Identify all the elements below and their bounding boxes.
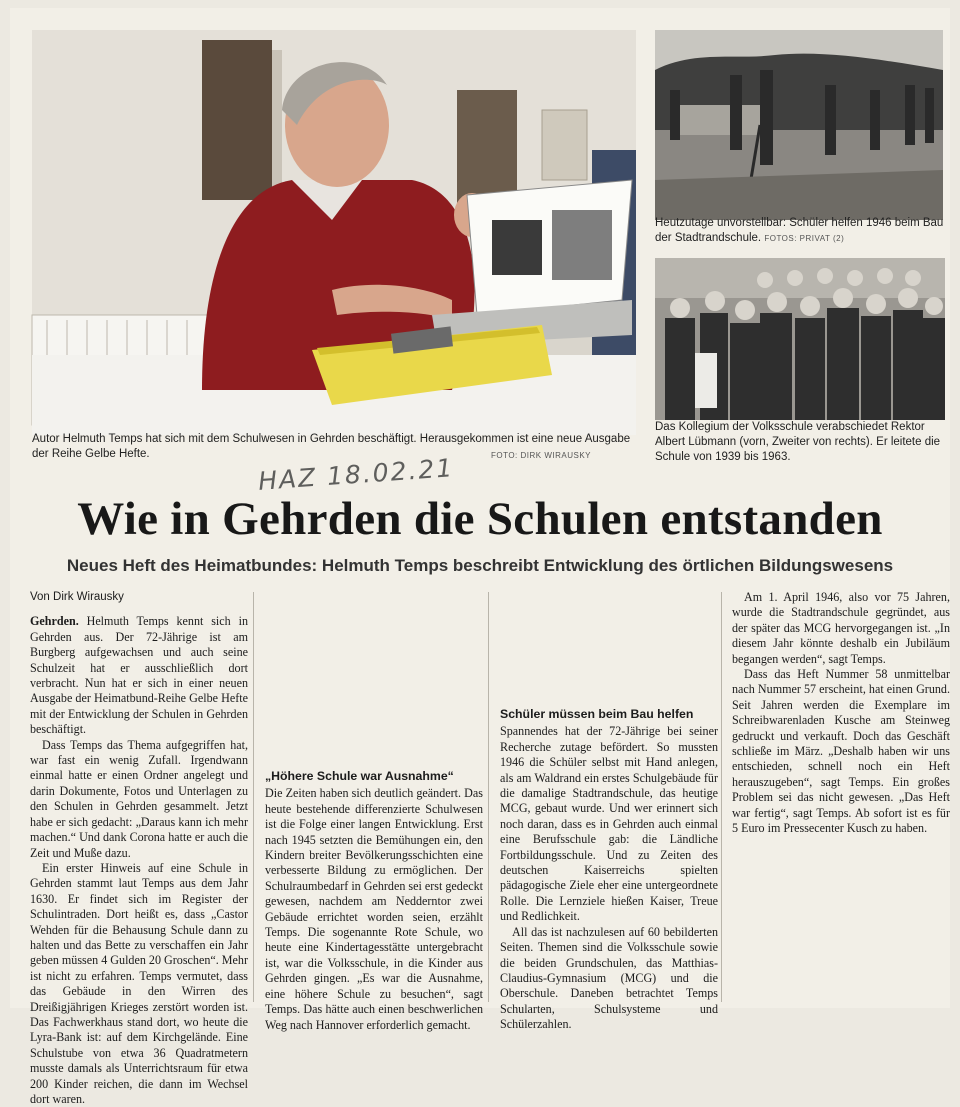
- paragraph-1-text: Helmuth Temps kennt sich in Gehrden aus. Der 72-Jährige ist am Burgberg aufgewachsen und auch seine Schulzeit hat er ausschließlich dort verbracht. Nun hat er sich in einer neuen Ausgabe der Heimatbund-Reihe Gelbe Hefte mit der Entwicklung der Schulen in Gehrden beschäftigt.: [30, 614, 248, 737]
- column-divider: [721, 592, 722, 1002]
- column-divider: [488, 592, 489, 1002]
- subheading-students-build: Schüler müssen beim Bau helfen: [500, 707, 694, 721]
- photo-credit-private: FOTOS: PRIVAT (2): [764, 234, 845, 243]
- paragraph-6: All das ist nachzulesen auf 60 bebilderten Seiten. Themen sind die Volksschule sowie die beiden Grundschulen, das Matthias-Claudius-Gymnasium (MCG) und die Oberschule. Daneben betrachtet Temps Schularten, Schulsysteme und Schülerzahlen.: [500, 924, 718, 1032]
- paragraph-7: Am 1. April 1946, also vor 75 Jahren, wurde die Stadtrandschule gegründet, aus der später das MCG hervorgegangen ist. „In diesem Jahr könnte deshalb ein Jubiläum begangen werden“, sagt Temps.: [732, 590, 950, 666]
- handwritten-date-note: HAZ 18.02.21: [257, 453, 456, 496]
- caption-main-photo: [32, 432, 637, 462]
- photo-school-staff: [655, 258, 945, 420]
- paragraph-4: Die Zeiten haben sich deutlich geändert. Das heute bestehende differenzierte Schulwesen ist die Folge einer langen Entwicklung. Erst nach 1945 setzten die Bemühungen ein, den Kindern breiter Bevölkerungsschichten eine verbesserte Bildung zu ermöglichen. Der Schulraumbedarf in Gehrden sei erst gedeckt gewesen, nachdem am Nedderntor zwei Gebäude errichtet worden seien, erzählt Temps. Die sogenannte Rote Schule, wo heute eine Kindertagesstätte untergebracht ist, war die Volksschule, in die Kinder aus Gehrden gingen. „Es war die Ausnahme, eine höhere Schule zu besuchen“, sagt Temps. Das hätte auch einen beschwerlichen Weg nach Hannover erforderlich gemacht.: [265, 786, 483, 1032]
- photo-credit-main: FOTO: DIRK WIRAUSKY: [490, 451, 591, 460]
- paragraph-1: [30, 614, 248, 737]
- article-subheadline: Neues Heft des Heimatbundes: Helmuth Temps beschreibt Entwicklung des örtlichen Bildungswesens: [66, 556, 894, 575]
- dateline: Gehrden.: [30, 614, 79, 629]
- article-headline: Wie in Gehrden die Schulen entstanden: [77, 493, 883, 545]
- caption-main-text: Autor Helmuth Temps hat sich mit dem Schulwesen in Gehrden beschäftigt. Herausgekommen ist eine neue Ausgabe der Reihe Gelbe Hefte.: [32, 433, 631, 460]
- paragraph-3-continued: [265, 590, 483, 760]
- byline: Von Dirk Wirausky: [30, 591, 124, 603]
- subheading-higher-school: „Höhere Schule war Ausnahme“: [265, 769, 454, 783]
- article-column-4: [732, 590, 950, 1000]
- photo-author-reading: [32, 30, 636, 435]
- paragraph-5: Spannendes hat der 72-Jährige bei seiner Recherche zutage befördert. So mussten 1946 die Schüler selbst mit Hand anlegen, als am Waldrand ein erstes Schulgebäude für die damalige Stadtrandschule, das heutige MCG, gebaut wurde. Und wer erinnert sich noch daran, dass es in Gehrden auch einmal eine Berufsschule gab: die Ländliche Fortbildungsschule. Und zu Zeiten des deutschen Kaiserreichs spielten pädagogische Ziele eher eine untergeordnete Rolle. Die Lernziele hießen Kaiser, Treue und Redlichkeit.: [500, 724, 718, 924]
- paragraph-8: Dass das Heft Nummer 58 unmittelbar nach Nummer 57 erscheint, hat einen Grund. Seit Jahren werden die Exemplare im Schreibwarenladen Kusche am Steinweg gedruckt und verkauft. Doch das Geschäft schließe im März. „Deshalb haben wir uns entschieden, schnell noch ein Heft herauszugeben“, sagt Temps. Ein großes Problem sei das nicht gewesen. „Das Heft war fertig“, sagt Temps. Ab sofort ist es für 5 Euro im Pressecenter Kusch zu haben.: [732, 667, 950, 836]
- caption-build-photo: [655, 216, 947, 246]
- photo-students-building-1946: [655, 30, 943, 220]
- article-column-1: [30, 590, 248, 1106]
- article-column-2: [265, 590, 483, 1032]
- caption-staff-photo: [655, 420, 947, 465]
- caption-build-text: Heutzutage unvorstellbar: Schüler helfen 1946 beim Bau der Stadtrandschule.: [655, 217, 944, 244]
- paragraph-2: Dass Temps das Thema aufgegriffen hat, war fast ein wenig Zufall. Irgendwann einmal hatte er einen Ordner angelegt und darin Dokumente, Fotos und Unterlagen zu den Schulen in Gehrden gesammelt. Jetzt habe er sich gedacht: „Daraus kann ich mehr machen.“ Und dank Corona hatte er auch die Zeit und Muße dazu.: [30, 737, 248, 860]
- caption-staff-text: Das Kollegium der Volksschule verabschiedet Rektor Albert Lübmann (vorn, Zweiter von rechts). Er leitete die Schule von 1939 bis 1963.: [655, 421, 941, 463]
- article-column-3: [500, 590, 718, 1032]
- newspaper-page: [10, 8, 950, 1106]
- paragraph-4-continued: [500, 590, 718, 698]
- paragraph-3: Ein erster Hinweis auf eine Schule in Gehrden stammt laut Temps aus dem Jahr 1630. Er findet sich im Register der Schulintraden. Dort heißt es, dass „Castor Wehden für die Behausung Schule dann zu halten und das Bette zu verschaffen ein Jahr geben müssen 4 Gulden 20 Groschen“. Mehr ist nicht zu erfahren. Temps vermutet, dass das Gebäude in den Wirren des Dreißigjährigen Krieges zerstört worden ist. Das Fachwerkhaus stand dort, wo heute die Lyra-Bank ist: auf dem Kirchgelände. Eine Schulstube von etwa 36 Quadratmetern musste damals als Unterrichtsraum für etwa 200 Kinder reichen, die dann im Wechsel dort waren.: [30, 860, 248, 1106]
- column-divider: [253, 592, 254, 1002]
